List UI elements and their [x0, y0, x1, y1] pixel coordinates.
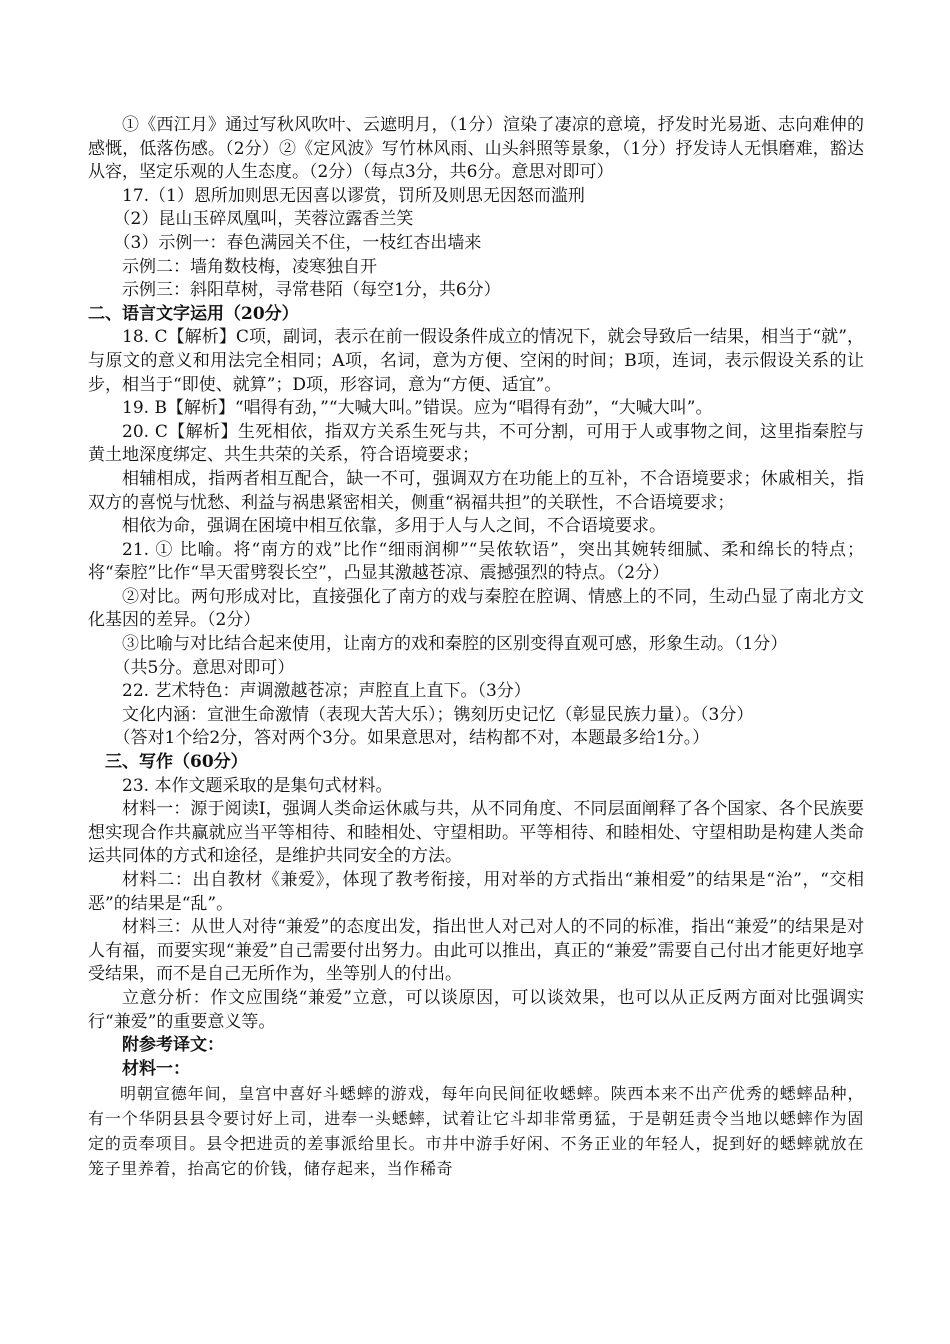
translation-heading: 附参考译文： [122, 1035, 224, 1056]
translation-material-1-heading: 材料一： [122, 1058, 190, 1079]
answer-17-example-3: 示例三：斜阳草树，寻常巷陌（每空1分，共6分） [122, 280, 501, 301]
answer-17-item-2: （2）昆山玉碎凤凰叫，芙蓉泣露香兰笑 [113, 209, 414, 230]
answer-18-text: 18. C【解析】C项，副词，表示在前一假设条件成立的情况下，就会导致后一结果，相当于“就”，与原文的意义和用法完全相同；A项，名词，意为方便、空闲的时间；B项，连词，表示假设关系的让步，相当于“即使、就算”；D项，形容词，意为“方便、适宜”。 [88, 327, 864, 395]
answer-21-point-2: ②对比。两句形成对比，直接强化了南方的戏与秦腔在腔调、情感上的不同，生动凸显了南北方文化基因的差异。（2分） [88, 586, 864, 631]
answer-16-text: ①《西江月》通过写秋风吹叶、云遮明月，（1分）渲染了凄凉的意境，抒发时光易逝、志向难伸的感慨，低落伤感。（2分）②《定风波》写竹林风雨、山头斜照等景象，（1分）抒发诗人无惧磨难，豁达从容，坚定乐观的人生态度。（2分）（每点3分，共6分。意思对即可） [88, 115, 864, 183]
answer-20-analysis-2: 相依为命，强调在困境中相互依靠，多用于人与人之间，不合语境要求。 [122, 516, 666, 537]
section-heading-writing: 三、写作（60分） [105, 752, 248, 773]
answer-22-culture: 文化内涵：宣泄生命激情（表现大苦大乐）；镌刻历史记忆（彰显民族力量）。（3分） [122, 704, 754, 725]
answer-21-point-1: 21. ① 比喻。将“南方的戏”比作“细雨润柳”“吴侬软语”，突出其婉转细腻、柔和绵长的特点；将“秦腔”比作“旱天雷劈裂长空”，凸显其激越苍凉、震撼强烈的特点。（2分） [88, 539, 864, 584]
answer-20-text: 20. C【解析】生死相依，指双方关系生死与共，不可分割，可用于人或事物之间，这里指秦腔与黄土地深度绑定、共生共荣的关系，符合语境要求； [88, 421, 864, 466]
translation-material-1-text: 明朝宣德年间，皇宫中喜好斗蟋蟀的游戏，每年向民间征收蟋蟀。陕西本来不出产优秀的蟋蟀品种，有一个华阴县县令要讨好上司，进奉一头蟋蟀，试着让它斗却非常勇猛，于是朝廷责令当地以蟋蟀作为固定的贡奉项目。县令把进贡的差事派给里长。市井中游手好闲、不务正业的年轻人，捉到好的蟋蟀就放在笼子里养着，抬高它的价钱，储存起来，当作稀奇 [88, 1084, 864, 1179]
answer-19-text: 19. B【解析】“唱得有劲，”“大喊大叫。”错误。应为“唱得有劲”，“大喊大叫”。 [122, 398, 713, 419]
answer-17-item-3: （3）示例一：春色满园关不住，一枝红杏出墙来 [113, 232, 482, 253]
theme-analysis: 立意分析：作文应围绕“兼爱”立意，可以谈原因，可以谈效果，也可以从正反两方面对比强调实行“兼爱”的重要意义等。 [88, 987, 864, 1032]
answer-21-note: （共5分。意思对即可） [113, 657, 295, 678]
answer-17-example-2: 示例二：墙角数枝梅，凌寒独自开 [122, 256, 377, 277]
answer-17-item-1: 17.（1）恩所加则思无因喜以谬赏，罚所及则思无因怒而滥刑 [122, 185, 585, 206]
answer-document [88, 114, 864, 1181]
section-heading-language: 二、语言文字运用（20分） [88, 303, 299, 324]
answer-23-intro: 23. 本作文题采取的是集句式材料。 [122, 775, 393, 796]
answer-20-analysis-1: 相辅相成，指两者相互配合，缺一不可，强调双方在功能上的互补，不合语境要求；休戚相关，指双方的喜悦与忧愁、利益与祸患紧密相关，侧重“祸福共担”的关联性，不合语境要求； [88, 468, 864, 513]
answer-22-note: （答对1个给2分，答对两个3分。如果意思对，结构都不对，本题最多给1分。） [113, 728, 710, 749]
material-3-analysis: 材料三：从世人对待“兼爱”的态度出发，指出世人对己对人的不同的标准，指出“兼爱”的结果是对人有福，而要实现“兼爱”自己需要付出努力。由此可以推出，真正的“兼爱”需要自己付出才能更好地享受结果，而不是自己无所作为，坐等别人的付出。 [88, 917, 864, 985]
answer-21-point-3: ③比喻与对比结合起来使用，让南方的戏和秦腔的区别变得直观可感，形象生动。（1分） [122, 634, 788, 655]
answer-22-art: 22. 艺术特色：声调激越苍凉；声腔直上直下。（3分） [122, 681, 531, 702]
material-2-analysis: 材料二：出自教材《兼爱》，体现了教考衔接，用对举的方式指出“兼相爱”的结果是“治”，“交相恶”的结果是“乱”。 [88, 870, 864, 914]
material-1-analysis: 材料一：源于阅读I，强调人类命运休戚与共，从不同角度、不同层面阐释了各个国家、各个民族要想实现合作共赢就应当平等相待、和睦相处、守望相助。平等相待、和睦相处、守望相助是构建人类命运共同体的方式和途径，是维护共同安全的方法。 [88, 799, 864, 867]
